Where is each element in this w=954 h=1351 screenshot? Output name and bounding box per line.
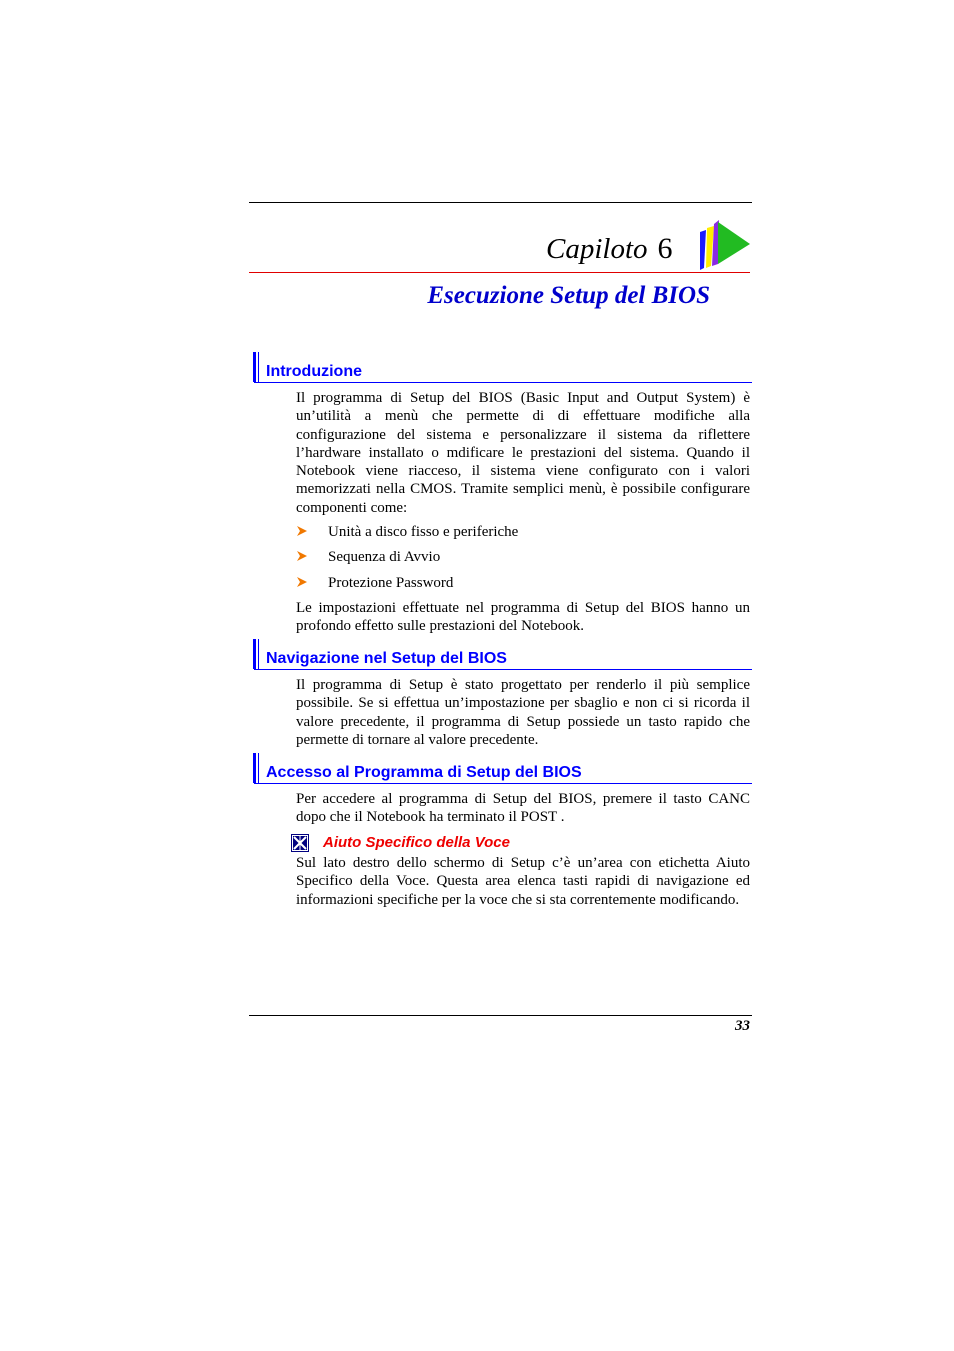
footer-rule — [249, 1015, 752, 1016]
chapter-title: Esecuzione Setup del BIOS — [427, 282, 710, 309]
chapter-word: Capiloto — [546, 233, 648, 265]
section-bar-marker — [253, 352, 256, 382]
section-rule — [254, 783, 752, 784]
arrow-bullet-icon — [296, 525, 308, 537]
section-bar-marker — [253, 639, 256, 669]
section-bar-marker — [253, 753, 256, 783]
section-rule — [254, 669, 752, 670]
chapter-rule — [249, 272, 750, 273]
page-number: 33 — [735, 1018, 750, 1034]
section-bar-marker-thin — [258, 753, 259, 783]
intro-paragraph: Il programma di Setup del BIOS (Basic Input and Output System) è un’utilità a menù che permette di di effettuare modifiche alla configurazione del sistema e personalizzare il sistema da riflettere l’hardware installato o mdificare le prestazioni del sistema. Quando il Notebook viene riacceso, il sistema viene configurato con i valori memorizzati nella CMOS. Tramite semplici menù, è possibile configurare componenti come: — [296, 390, 750, 516]
bullet-item — [296, 549, 441, 566]
chapter-logo-icon — [696, 220, 752, 272]
chapter-number: 6 — [657, 232, 673, 265]
bullet-text: Sequenza di Avvio — [328, 549, 441, 565]
section-heading-introduzione: Introduzione — [266, 363, 362, 380]
arrow-bullet-icon — [296, 576, 308, 588]
note-heading: Aiuto Specifico della Voce — [323, 834, 510, 851]
chapter-label — [546, 232, 673, 266]
arrow-bullet-icon — [296, 550, 308, 562]
header-rule — [249, 202, 752, 203]
note-paragraph: Sul lato destro dello schermo di Setup c’è un’area con etichetta Aiuto Specifico della Voce. Questa area elenca tasti rapidi di navigazione ed informazioni specifiche per la voce che si sta correntemente modificando. — [296, 855, 750, 908]
section-rule — [254, 382, 752, 383]
access-paragraph: Per accedere al programma di Setup del BIOS, premere il tasto CANC dopo che il Notebook ha terminato il POST . — [296, 791, 750, 826]
section-bar-marker-thin — [258, 639, 259, 669]
bullet-item — [296, 575, 454, 592]
intro-closing-paragraph: Le impostazioni effettuate nel programma di Setup del BIOS hanno un profondo effetto sulle prestazioni del Notebook. — [296, 600, 750, 635]
navigation-paragraph: Il programma di Setup è stato progettato per renderlo il più semplice possibile. Se si effettua un’impostazione per sbaglio e non ci si ricorda il valore precedente, il programma di Setup possiede un tasto rapido che permette di tornare al valore precedente. — [296, 677, 750, 748]
section-heading-navigazione: Navigazione nel Setup del BIOS — [266, 650, 507, 667]
section-heading-accesso: Accesso al Programma di Setup del BIOS — [266, 764, 582, 781]
section-bar-marker-thin — [258, 352, 259, 382]
note-x-box-icon — [291, 834, 309, 852]
bullet-text: Unità a disco fisso e periferiche — [328, 524, 519, 540]
bullet-text: Protezione Password — [328, 575, 454, 591]
bullet-item — [296, 524, 519, 541]
